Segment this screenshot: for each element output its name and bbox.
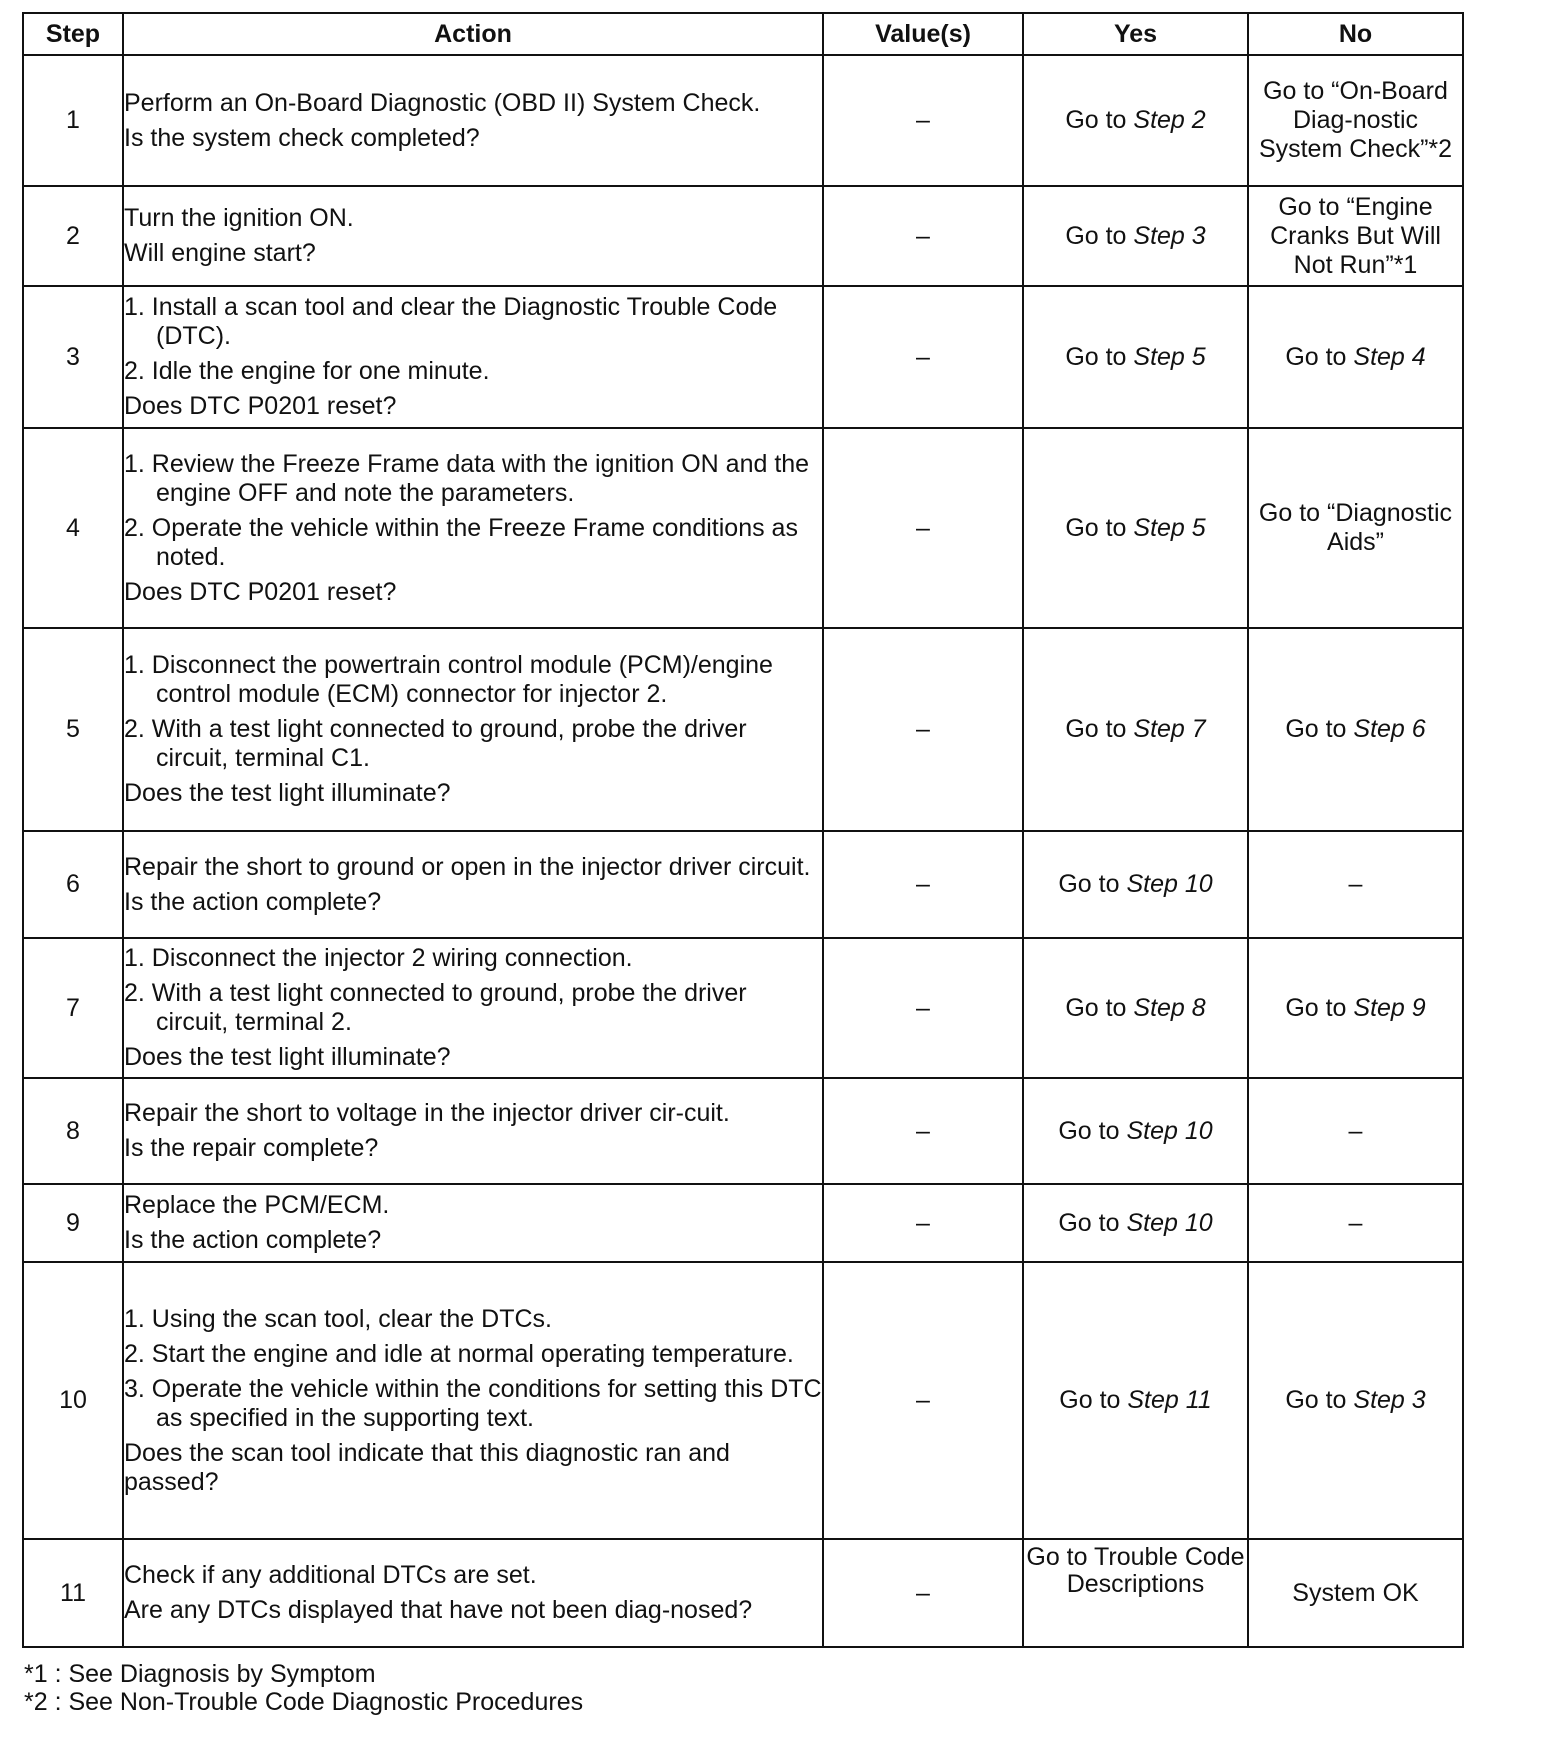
action-cell <box>123 1078 823 1184</box>
value-cell: – <box>823 938 1023 1078</box>
step-number: 11 <box>23 1539 123 1647</box>
yes-prefix: Go to <box>1065 106 1134 134</box>
no-cell: Go to “On-Board Diag-nostic System Check”*2 <box>1248 55 1463 186</box>
action-item: 2. Operate the vehicle within the Freeze Frame conditions as noted. <box>124 513 798 571</box>
no-step-link: Step 6 <box>1353 715 1426 743</box>
action-cell <box>123 428 823 628</box>
step-number: 6 <box>23 831 123 938</box>
action-item: 2. With a test light connected to ground, probe the driver circuit, terminal C1. <box>124 715 747 772</box>
no-cell: – <box>1248 1184 1463 1262</box>
action-cell <box>123 1539 823 1647</box>
value-cell: – <box>823 286 1023 428</box>
yes-cell <box>1023 831 1248 938</box>
step-number: 10 <box>23 1262 123 1539</box>
action-question: Is the repair complete? <box>124 1134 379 1162</box>
yes-cell <box>1023 286 1248 428</box>
footnote: *2 : See Non-Trouble Code Diagnostic Procedures <box>24 1688 584 1716</box>
footnotes <box>24 1660 583 1716</box>
action-text: Repair the short to voltage in the injector driver cir-cuit. <box>124 1099 730 1127</box>
action-list <box>124 1305 822 1433</box>
action-question: Is the action complete? <box>124 1226 382 1254</box>
header-action: Action <box>123 13 823 55</box>
action-list <box>124 651 822 773</box>
yes-step-link: Step 3 <box>1133 221 1206 250</box>
yes-prefix: Go to <box>1058 1208 1127 1237</box>
table-row <box>23 938 1463 1078</box>
value-cell: – <box>823 1539 1023 1647</box>
table-header <box>23 13 1463 55</box>
yes-step-link: Step 5 <box>1133 513 1206 542</box>
header-step: Step <box>23 13 123 55</box>
value-cell: – <box>823 1262 1023 1539</box>
step-number: 1 <box>23 55 123 186</box>
yes-cell: Go to Trouble Code Descriptions <box>1023 1539 1248 1647</box>
yes-step-link: Step 10 <box>1126 1208 1213 1237</box>
yes-prefix: Go to <box>1065 715 1134 743</box>
yes-cell <box>1023 186 1248 286</box>
table-row <box>23 428 1463 628</box>
action-question: Does the test light illuminate? <box>124 779 451 807</box>
no-cell: Go to “Engine Cranks But Will Not Run”*1 <box>1248 186 1463 286</box>
action-question: Will engine start? <box>124 239 316 267</box>
action-list <box>124 293 822 386</box>
action-item: 3. Operate the vehicle within the conditions for setting this DTC as specified in the supporting text. <box>124 1374 822 1432</box>
yes-prefix: Go to <box>1058 870 1127 898</box>
no-cell: – <box>1248 1078 1463 1184</box>
yes-step-link: Step 10 <box>1126 870 1213 898</box>
table-row <box>23 628 1463 831</box>
no-cell: Go to “Diagnostic Aids” <box>1248 428 1463 628</box>
value-cell: – <box>823 1078 1023 1184</box>
yes-cell <box>1023 55 1248 186</box>
action-item: 1. Disconnect the powertrain control module (PCM)/engine control module (ECM) connector for injector 2. <box>124 651 773 708</box>
action-question: Is the action complete? <box>124 887 382 916</box>
action-item: 1. Review the Freeze Frame data with the ignition ON and the engine OFF and note the parameters. <box>124 449 810 507</box>
step-number: 5 <box>23 628 123 831</box>
action-question: Does the test light illuminate? <box>124 1043 451 1071</box>
value-cell: – <box>823 831 1023 938</box>
no-prefix: Go to <box>1285 715 1354 743</box>
action-list <box>124 450 822 572</box>
action-question: Is the system check completed? <box>124 123 480 152</box>
yes-cell <box>1023 1184 1248 1262</box>
step-number: 3 <box>23 286 123 428</box>
action-cell <box>123 831 823 938</box>
table-row <box>23 1539 1463 1647</box>
no-cell <box>1248 628 1463 831</box>
no-cell: – <box>1248 831 1463 938</box>
value-cell: – <box>823 55 1023 186</box>
action-item: 2. Idle the engine for one minute. <box>124 357 490 385</box>
yes-step-link: Step 7 <box>1133 715 1206 743</box>
yes-step-link: Step 11 <box>1127 1386 1212 1414</box>
yes-step-link: Step 8 <box>1133 993 1206 1022</box>
action-question: Does the scan tool indicate that this diagnostic ran and passed? <box>124 1438 730 1496</box>
yes-step-link: Step 2 <box>1133 106 1206 134</box>
action-text: Check if any additional DTCs are set. <box>124 1561 537 1589</box>
header-no: No <box>1248 13 1463 55</box>
no-step-link: Step 3 <box>1353 1386 1426 1414</box>
no-cell <box>1248 286 1463 428</box>
action-cell <box>123 938 823 1078</box>
table-row <box>23 186 1463 286</box>
table-row <box>23 831 1463 938</box>
yes-step-link: Step 5 <box>1133 342 1206 371</box>
yes-prefix: Go to <box>1065 993 1134 1022</box>
action-cell <box>123 628 823 831</box>
action-item: 2. Start the engine and idle at normal operating temperature. <box>124 1339 794 1368</box>
table-row <box>23 55 1463 186</box>
value-cell: – <box>823 628 1023 831</box>
action-cell <box>123 286 823 428</box>
yes-prefix: Go to <box>1065 513 1134 542</box>
header-yes: Yes <box>1023 13 1248 55</box>
footnote: *1 : See Diagnosis by Symptom <box>24 1660 376 1688</box>
step-number: 4 <box>23 428 123 628</box>
step-number: 7 <box>23 938 123 1078</box>
action-question: Does DTC P0201 reset? <box>124 392 397 420</box>
yes-prefix: Go to <box>1058 1116 1127 1145</box>
value-cell: – <box>823 1184 1023 1262</box>
action-list <box>124 944 822 1037</box>
value-cell: – <box>823 186 1023 286</box>
yes-cell <box>1023 1262 1248 1539</box>
action-cell <box>123 55 823 186</box>
no-prefix: Go to <box>1285 993 1354 1022</box>
yes-cell <box>1023 628 1248 831</box>
table-row <box>23 1262 1463 1539</box>
action-cell <box>123 1262 823 1539</box>
action-cell <box>123 186 823 286</box>
table-row <box>23 1184 1463 1262</box>
yes-prefix: Go to <box>1059 1386 1128 1414</box>
action-item: 1. Install a scan tool and clear the Diagnostic Trouble Code (DTC). <box>124 293 778 350</box>
step-number: 9 <box>23 1184 123 1262</box>
step-number: 8 <box>23 1078 123 1184</box>
action-question: Does DTC P0201 reset? <box>124 577 397 606</box>
yes-cell <box>1023 938 1248 1078</box>
diagnostic-table <box>22 12 1464 1648</box>
action-item: 2. With a test light connected to ground, probe the driver circuit, terminal 2. <box>124 979 747 1036</box>
action-text: Repair the short to ground or open in the injector driver circuit. <box>124 852 811 881</box>
no-cell: System OK <box>1248 1539 1463 1647</box>
yes-prefix: Go to <box>1065 342 1134 371</box>
action-text: Turn the ignition ON. <box>124 204 354 232</box>
action-question: Are any DTCs displayed that have not been diag-nosed? <box>124 1596 753 1624</box>
yes-step-link: Step 10 <box>1126 1116 1213 1145</box>
action-text: Replace the PCM/ECM. <box>124 1191 390 1219</box>
action-item: 1. Disconnect the injector 2 wiring connection. <box>124 944 633 972</box>
action-item: 1. Using the scan tool, clear the DTCs. <box>124 1304 552 1333</box>
action-cell <box>123 1184 823 1262</box>
no-step-link: Step 9 <box>1353 993 1426 1022</box>
no-cell <box>1248 1262 1463 1539</box>
yes-cell <box>1023 428 1248 628</box>
action-text: Perform an On-Board Diagnostic (OBD II) System Check. <box>124 88 761 117</box>
no-cell <box>1248 938 1463 1078</box>
table-row <box>23 1078 1463 1184</box>
no-prefix: Go to <box>1285 1386 1354 1414</box>
yes-cell <box>1023 1078 1248 1184</box>
value-cell: – <box>823 428 1023 628</box>
table-row <box>23 286 1463 428</box>
yes-prefix: Go to <box>1065 221 1134 250</box>
header-value: Value(s) <box>823 13 1023 55</box>
step-number: 2 <box>23 186 123 286</box>
no-prefix: Go to <box>1285 342 1354 371</box>
no-step-link: Step 4 <box>1353 342 1426 371</box>
